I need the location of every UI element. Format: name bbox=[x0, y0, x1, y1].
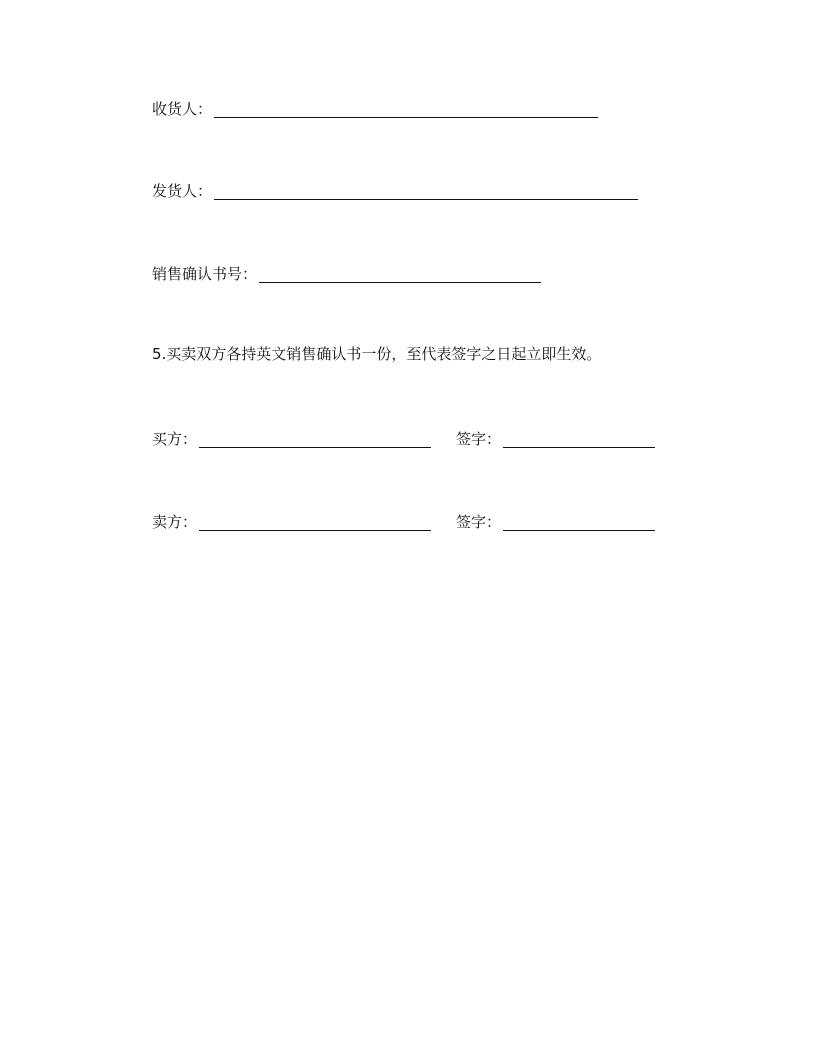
seller-blank-line bbox=[199, 516, 431, 531]
seller-signature-blank-line bbox=[503, 516, 655, 531]
buyer-row bbox=[152, 426, 431, 448]
buyer-signature-row bbox=[456, 426, 655, 448]
consignor-row bbox=[152, 178, 638, 200]
consignor-blank-line bbox=[214, 185, 638, 200]
confirmation-number-blank-line bbox=[259, 268, 541, 283]
consignee-row bbox=[152, 96, 598, 118]
seller-signature-row bbox=[456, 509, 655, 531]
consignee-label: 收货人： bbox=[152, 100, 213, 118]
seller-label: 卖方： bbox=[152, 513, 198, 531]
clause-5-text: 5.买卖双方各持英文销售确认书一份，至代表签字之日起立即生效。 bbox=[152, 345, 602, 363]
buyer-blank-line bbox=[199, 433, 431, 448]
confirmation-number-row bbox=[152, 261, 541, 283]
seller-row bbox=[152, 509, 431, 531]
buyer-signature-blank-line bbox=[503, 433, 655, 448]
confirmation-number-label: 销售确认书号： bbox=[152, 265, 258, 283]
consignor-label: 发货人： bbox=[152, 182, 213, 200]
consignee-blank-line bbox=[214, 103, 598, 118]
seller-signature-label: 签字： bbox=[456, 513, 502, 531]
buyer-label: 买方： bbox=[152, 430, 198, 448]
buyer-signature-label: 签字： bbox=[456, 430, 502, 448]
